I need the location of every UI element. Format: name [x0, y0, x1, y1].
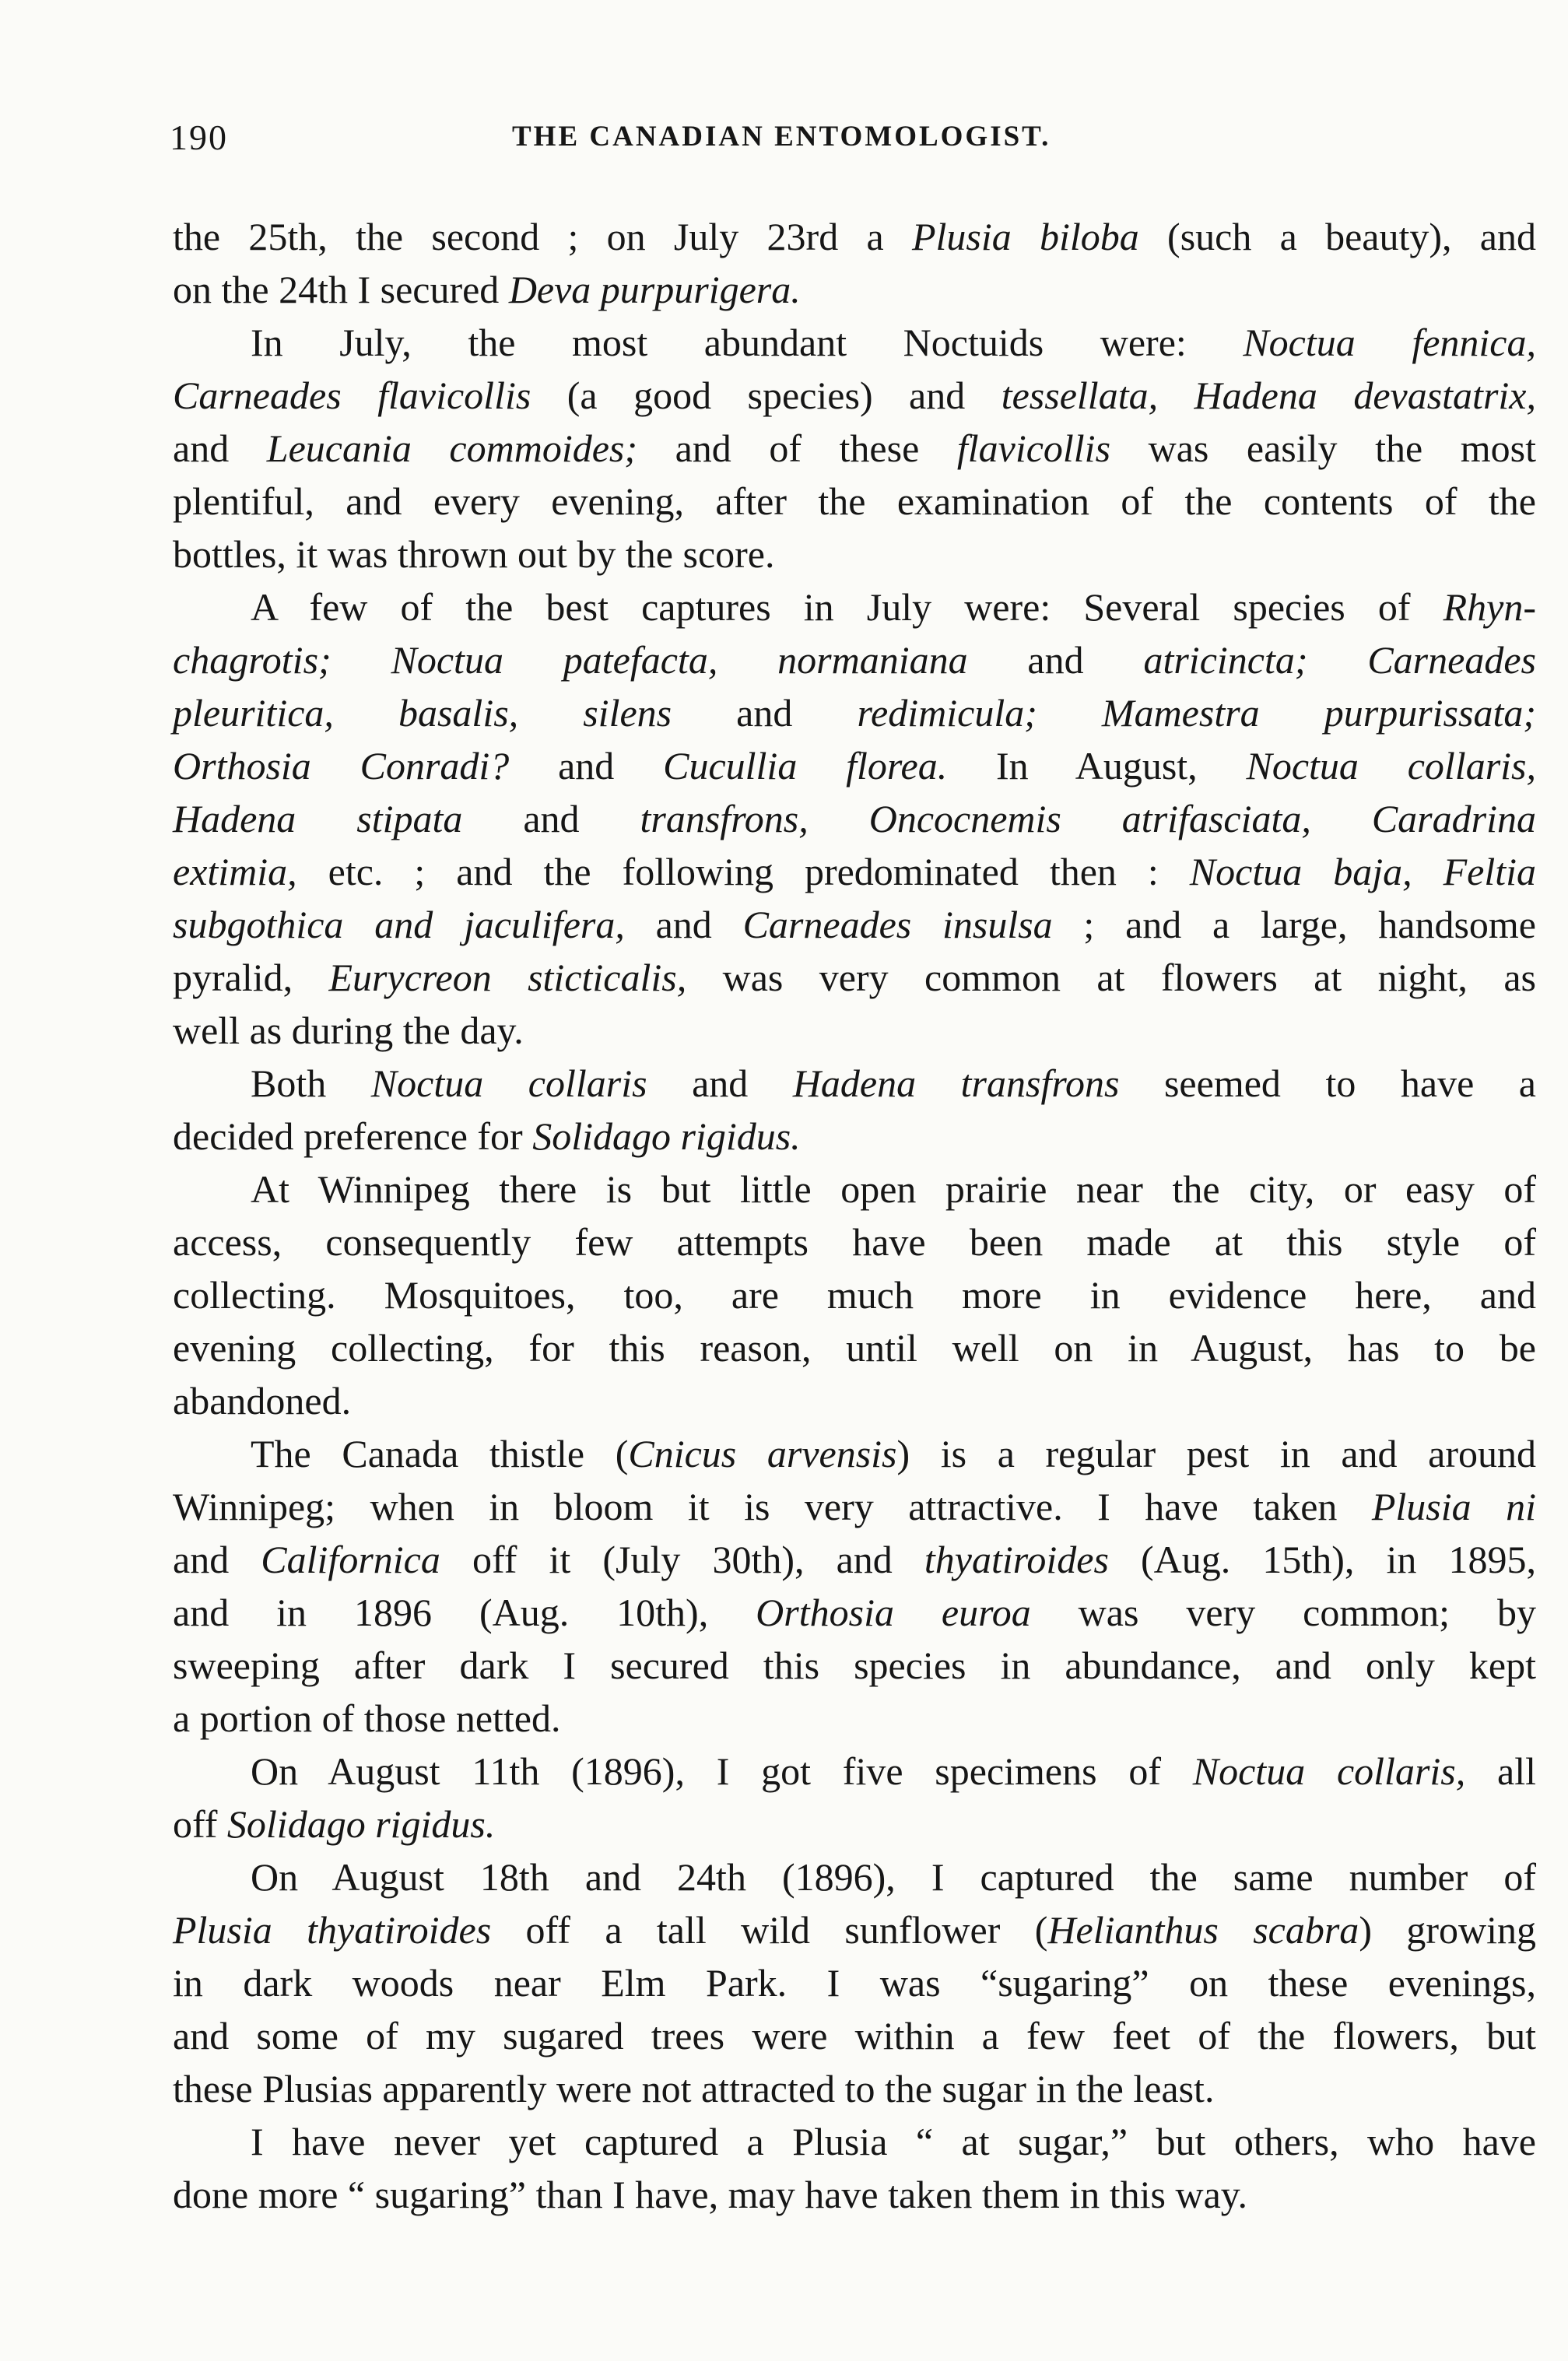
text-segment: and [173, 1538, 261, 1581]
italic-taxon-text: Plusia ni [1371, 1485, 1536, 1528]
italic-taxon-text: Cnicus arvensis [628, 1432, 897, 1475]
text-segment: (such a beauty), and [1138, 215, 1536, 258]
italic-taxon-text: tessellata, Hadena devastatrix, [1001, 374, 1536, 417]
text-segment: off [173, 1802, 227, 1846]
text-line [173, 475, 1536, 528]
text-segment: ; and a large, handsome [1052, 903, 1536, 946]
italic-taxon-text: flavicollis [956, 426, 1111, 470]
text-line [173, 1745, 1536, 1798]
text-segment: and [647, 1061, 793, 1105]
text-segment: Winnipeg; when in bloom it is very attractive. I have taken [173, 1485, 1372, 1528]
text-segment: In July, the most abundant Noctuids were: [251, 321, 1244, 364]
text-segment: evening collecting, for this reason, until well on in August, has to be [173, 1326, 1536, 1370]
text-line [173, 369, 1536, 422]
text-line [173, 1586, 1536, 1639]
text-segment: decided preference for [173, 1114, 533, 1158]
italic-taxon-text: pleuritica, basalis, silens [173, 691, 672, 735]
text-segment: and of these [637, 426, 957, 470]
text-segment: off a tall wild sunflower ( [491, 1908, 1048, 1952]
italic-taxon-text: extimia, [173, 850, 297, 893]
text-line [173, 210, 1536, 263]
italic-taxon-text: Noctua collaris, [1246, 744, 1537, 788]
italic-taxon-text: Solidago rigidus. [226, 1802, 496, 1846]
text-segment: and [967, 638, 1144, 682]
text-segment: and [462, 797, 640, 840]
italic-taxon-text: Noctua fennica, [1243, 321, 1536, 364]
text-segment: access, consequently few attempts have been made at this style of [173, 1220, 1536, 1264]
text-line [173, 263, 1536, 316]
text-segment: in dark woods near Elm Park. I was “sugaring” on these evenings, [173, 1961, 1536, 2005]
text-line [173, 792, 1536, 845]
text-segment: and [173, 426, 267, 470]
italic-taxon-text: Noctua collaris [370, 1061, 647, 1105]
italic-taxon-text: transfrons, Oncocnemis atrifasciata, Caradrina [640, 797, 1536, 840]
italic-taxon-text: subgothica and jaculifera, [173, 903, 625, 946]
journal-title: THE CANADIAN ENTOMOLOGIST. [512, 121, 1051, 153]
italic-taxon-text: Plusia thyatiroides [173, 1908, 492, 1952]
text-line [173, 1110, 1536, 1163]
italic-taxon-text: Deva purpurigera. [508, 268, 801, 311]
text-line [173, 951, 1536, 1004]
italic-taxon-text: Orthosia euroa [756, 1591, 1031, 1634]
text-line [173, 1216, 1536, 1268]
text-segment: pyralid, [173, 956, 329, 999]
text-line [173, 1321, 1536, 1374]
italic-taxon-text: Leucania commoides; [266, 426, 638, 470]
text-line [173, 1057, 1536, 1110]
text-line [173, 2009, 1536, 2062]
italic-taxon-text: Eurycreon sticticalis, [328, 956, 687, 999]
text-line [173, 316, 1536, 369]
italic-taxon-text: Plusia biloba [911, 215, 1139, 258]
text-segment: the 25th, the second ; on July 23rd a [173, 215, 912, 258]
page-number: 190 [170, 118, 228, 157]
text-line [173, 528, 1536, 581]
italic-taxon-text: Californica [261, 1538, 440, 1581]
text-segment: sweeping after dark I secured this species in abundance, and only kept [173, 1644, 1536, 1687]
italic-taxon-text: thyatiroides [924, 1538, 1109, 1581]
text-segment: (a good species) and [531, 374, 1001, 417]
text-segment: off it (July 30th), and [440, 1538, 924, 1581]
italic-taxon-text: Carneades insulsa [742, 903, 1053, 946]
text-line [173, 1956, 1536, 2009]
text-line [173, 1480, 1536, 1533]
text-segment: well as during the day. [173, 1009, 524, 1052]
text-segment: was very common at flowers at night, as [686, 956, 1536, 999]
italic-taxon-text: Hadena stipata [173, 797, 463, 840]
text-line [173, 739, 1536, 792]
text-line [173, 1798, 1536, 1851]
text-segment: A few of the best captures in July were: Several species of [251, 585, 1443, 629]
text-segment: In August, [947, 744, 1247, 788]
italic-taxon-text: atricincta; Carneades [1143, 638, 1536, 682]
text-segment: all [1465, 1749, 1536, 1793]
text-segment: seemed to have a [1119, 1061, 1536, 1105]
text-line [173, 422, 1536, 475]
text-line [173, 1374, 1536, 1427]
text-segment: ) is a regular pest in and around [896, 1432, 1536, 1475]
text-segment: On August 18th and 24th (1896), I captured the same number of [251, 1855, 1536, 1899]
text-segment: and in 1896 (Aug. 10th), [173, 1591, 756, 1634]
italic-taxon-text: Noctua baja, Feltia [1189, 850, 1536, 893]
text-line [173, 898, 1536, 951]
text-line [173, 2115, 1536, 2168]
italic-taxon-text: Noctua collaris, [1192, 1749, 1466, 1793]
text-segment: ) growing [1359, 1908, 1536, 1952]
text-line [173, 1639, 1536, 1692]
text-segment: etc. ; and the following predominated then : [296, 850, 1190, 893]
text-segment: was very common; by [1030, 1591, 1536, 1634]
text-line [173, 1268, 1536, 1321]
text-line [173, 1004, 1536, 1057]
italic-taxon-text: Cucullia florea. [663, 744, 948, 788]
text-segment: (Aug. 15th), in 1895, [1108, 1538, 1536, 1581]
running-head [170, 117, 1539, 163]
text-line [173, 1692, 1536, 1745]
text-line [173, 2062, 1536, 2115]
text-segment: On August 11th (1896), I got five specimens of [251, 1749, 1193, 1793]
text-segment: I have never yet captured a Plusia “ at sugar,” but others, who have [251, 2120, 1536, 2163]
text-segment: and [509, 744, 664, 788]
italic-taxon-text: Orthosia Conradi? [173, 744, 510, 788]
text-line [173, 1903, 1536, 1956]
text-segment: abandoned. [173, 1379, 352, 1423]
text-segment: The Canada thistle ( [251, 1432, 629, 1475]
text-segment: plentiful, and every evening, after the examination of the contents of the [173, 479, 1536, 523]
italic-taxon-text: chagrotis; Noctua patefacta, normaniana [173, 638, 968, 682]
text-line [173, 581, 1536, 633]
text-segment: and [624, 903, 743, 946]
article-body [173, 210, 1536, 2221]
text-segment: Both [251, 1061, 371, 1105]
text-line [173, 845, 1536, 898]
text-line [173, 1533, 1536, 1586]
text-segment: and [672, 691, 858, 735]
text-segment: done more “ sugaring” than I have, may have taken them in this way. [173, 2173, 1248, 2216]
text-line [173, 686, 1536, 739]
text-line [173, 633, 1536, 686]
italic-taxon-text: Rhyn- [1443, 585, 1536, 629]
text-segment: At Winnipeg there is but little open prairie near the city, or easy of [251, 1167, 1536, 1211]
italic-taxon-text: Hadena transfrons [792, 1061, 1120, 1105]
text-segment: and some of my sugared trees were within a few feet of the flowers, but [173, 2014, 1536, 2058]
text-line [173, 1427, 1536, 1480]
text-line [173, 2168, 1536, 2221]
text-segment: bottles, it was thrown out by the score. [173, 532, 775, 576]
text-segment: was easily the most [1110, 426, 1537, 470]
italic-taxon-text: Carneades flavicollis [173, 374, 531, 417]
text-segment: these Plusias apparently were not attracted to the sugar in the least. [173, 2067, 1215, 2110]
italic-taxon-text: redimicula; Mamestra purpurissata; [857, 691, 1536, 735]
italic-taxon-text: Solidago rigidus. [532, 1114, 801, 1158]
text-segment: on the 24th I secured [173, 268, 509, 311]
text-line [173, 1163, 1536, 1216]
italic-taxon-text: Helianthus scabra [1047, 1908, 1359, 1952]
text-segment: a portion of those netted. [173, 1696, 561, 1740]
text-line [173, 1851, 1536, 1903]
text-segment: collecting. Mosquitoes, too, are much more in evidence here, and [173, 1273, 1536, 1317]
